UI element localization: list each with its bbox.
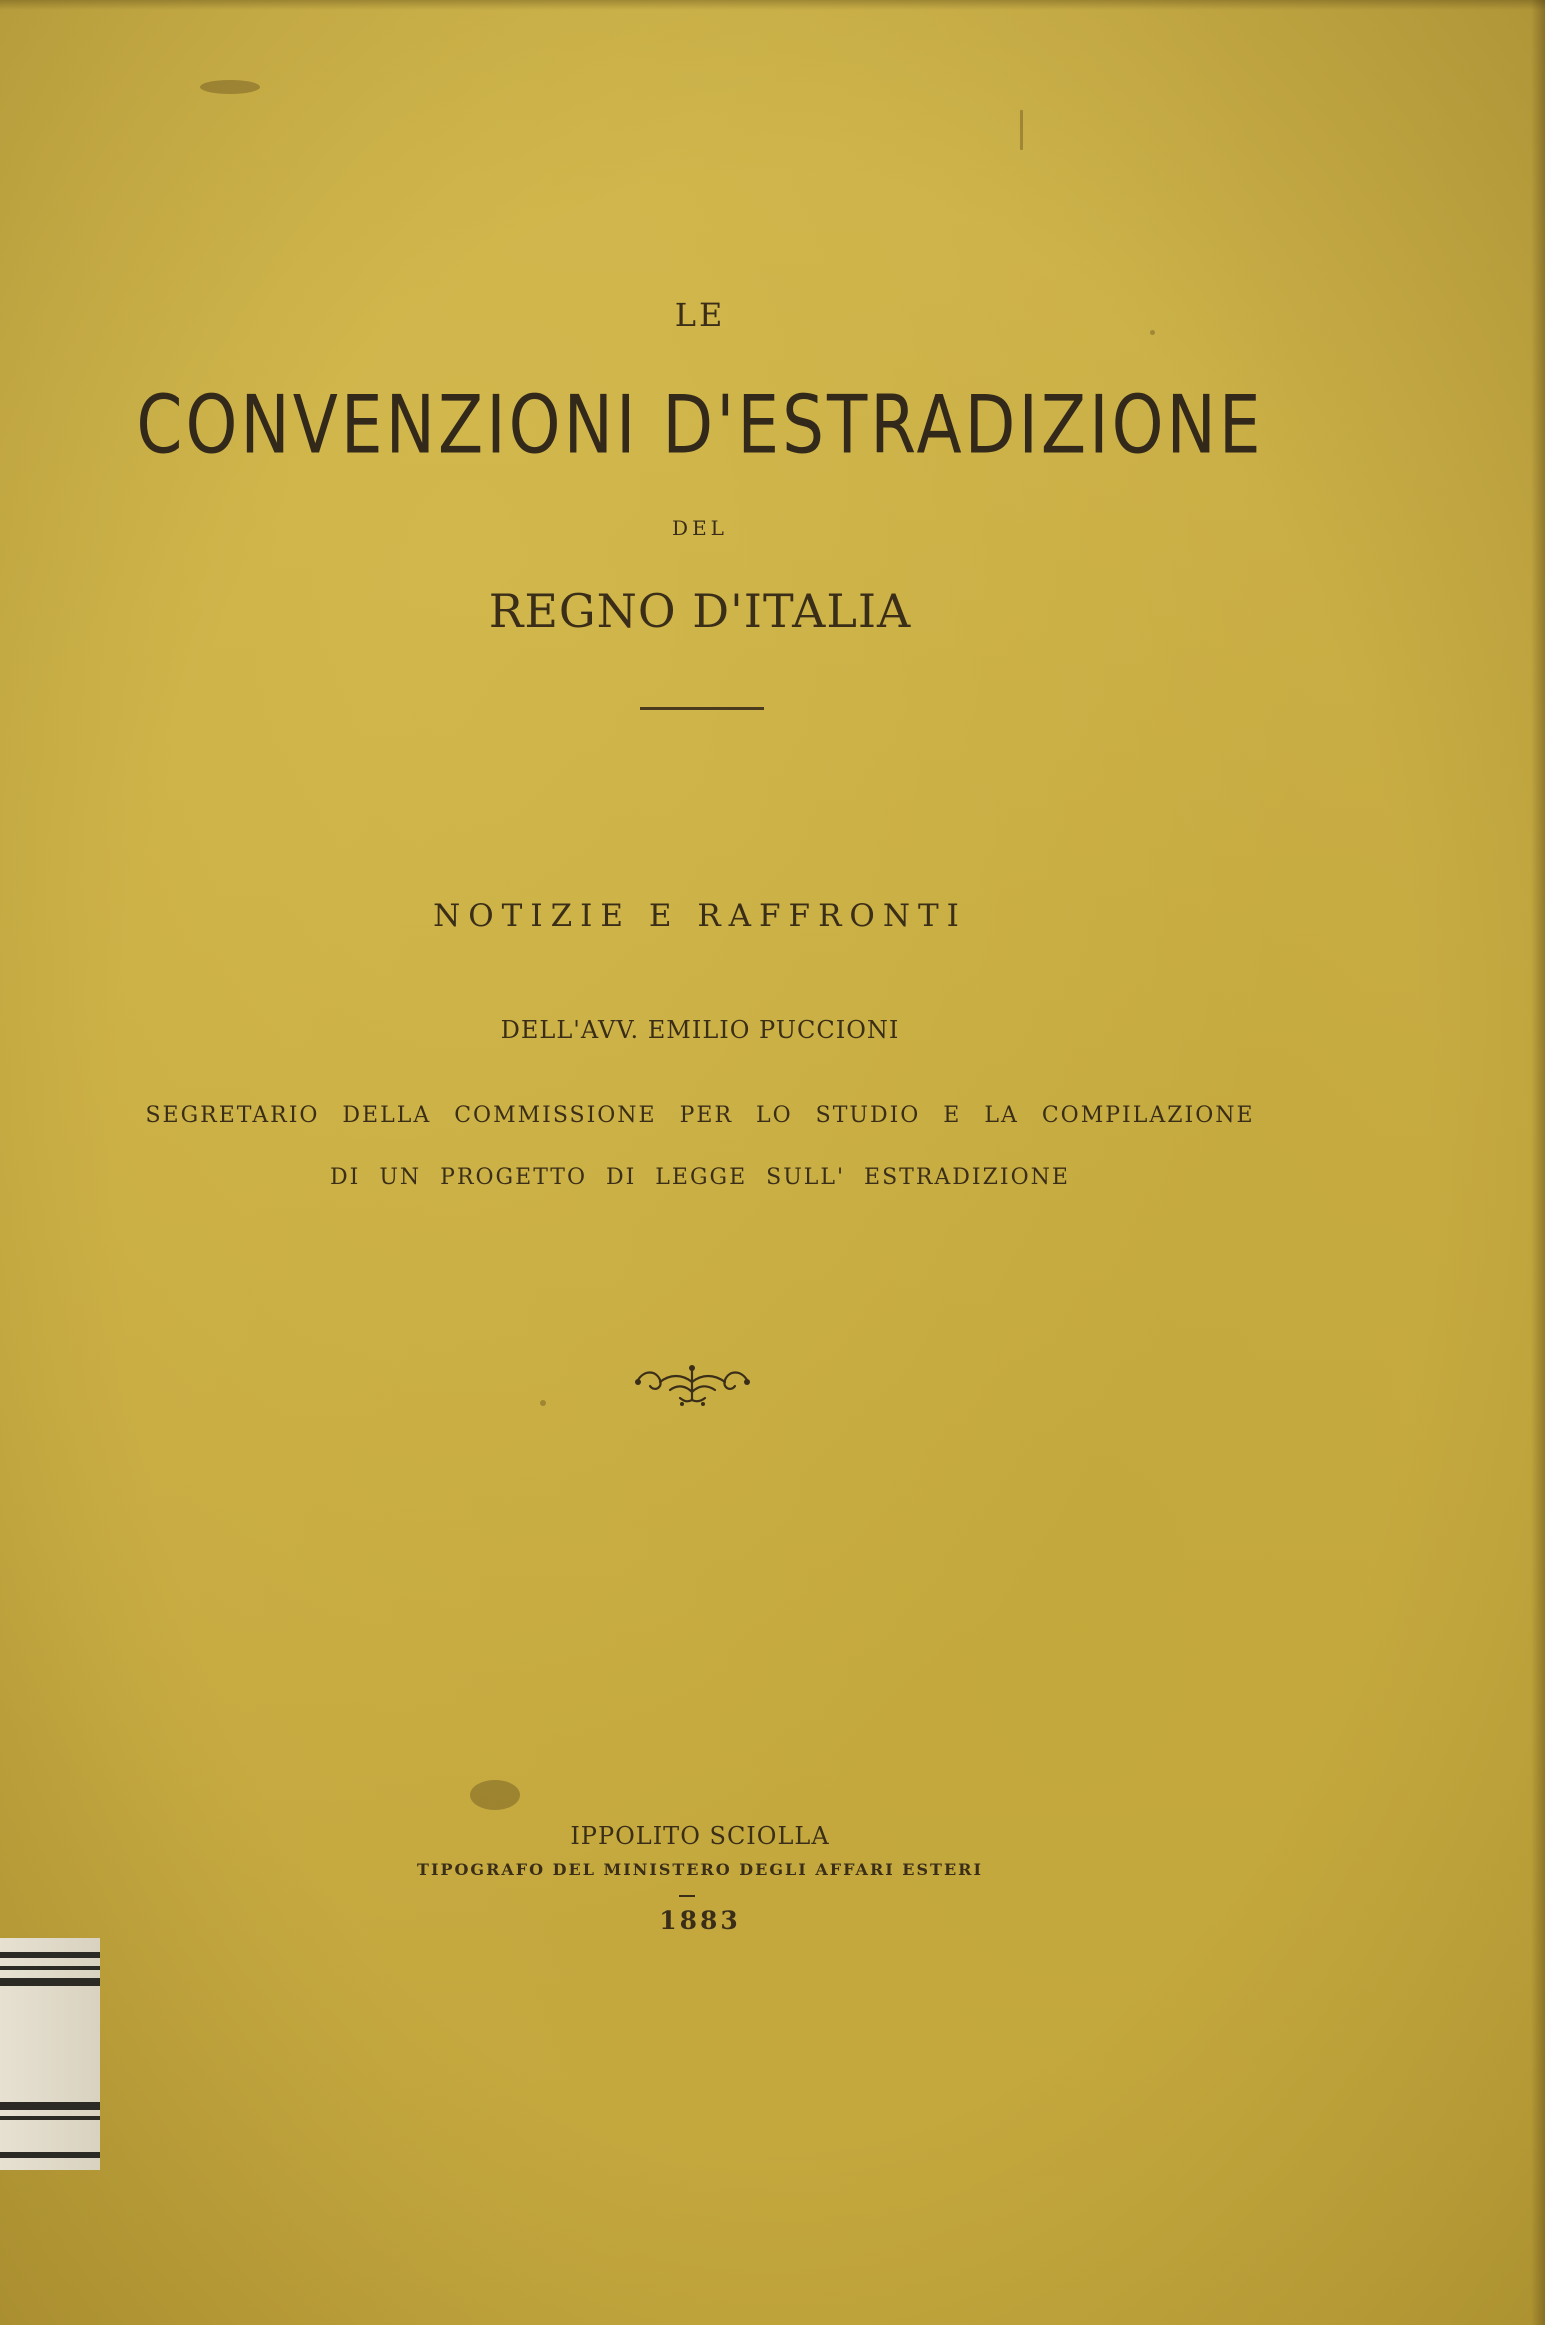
printer-role: TIPOGRAFO DEL MINISTERO DEGLI AFFARI ESTERI	[417, 1860, 983, 1879]
year-dash	[679, 1895, 695, 1897]
printer-name: IPPOLITO SCIOLLA	[570, 1822, 830, 1850]
paper-speck	[540, 1400, 546, 1406]
main-title: CONVENZIONI D'ESTRADIZIONE	[136, 378, 1264, 472]
paper-speck	[1020, 110, 1023, 150]
title-connector: DEL	[672, 516, 728, 540]
label-band	[0, 2152, 100, 2158]
library-spine-label	[0, 1938, 100, 2170]
author-role-line-1: SEGRETARIO DELLA COMMISSIONE PER LO STUDIO E LA COMPILAZIONE	[145, 1103, 1255, 1128]
title-subject: REGNO D'ITALIA	[488, 584, 912, 638]
title-article: LE	[674, 296, 726, 334]
page-edge-top	[0, 0, 1545, 10]
paper-speck	[470, 1780, 520, 1810]
label-band	[0, 2102, 100, 2110]
fleuron-ornament-icon	[630, 1360, 755, 1410]
label-band	[0, 1966, 100, 1970]
label-band	[0, 2116, 100, 2120]
label-band	[0, 1978, 100, 1986]
title-divider-rule	[640, 707, 764, 710]
page-edge-right	[1531, 0, 1545, 2325]
publication-year: 1883	[659, 1906, 741, 1935]
author-line: DELL'AVV. EMILIO PUCCIONI	[500, 1016, 900, 1044]
author-role-line-2: DI UN PROGETTO DI LEGGE SULL' ESTRADIZIONE	[330, 1165, 1070, 1190]
paper-speck	[200, 80, 260, 94]
label-band	[0, 1952, 100, 1958]
subtitle: NOTIZIE E RAFFRONTI	[433, 898, 967, 934]
